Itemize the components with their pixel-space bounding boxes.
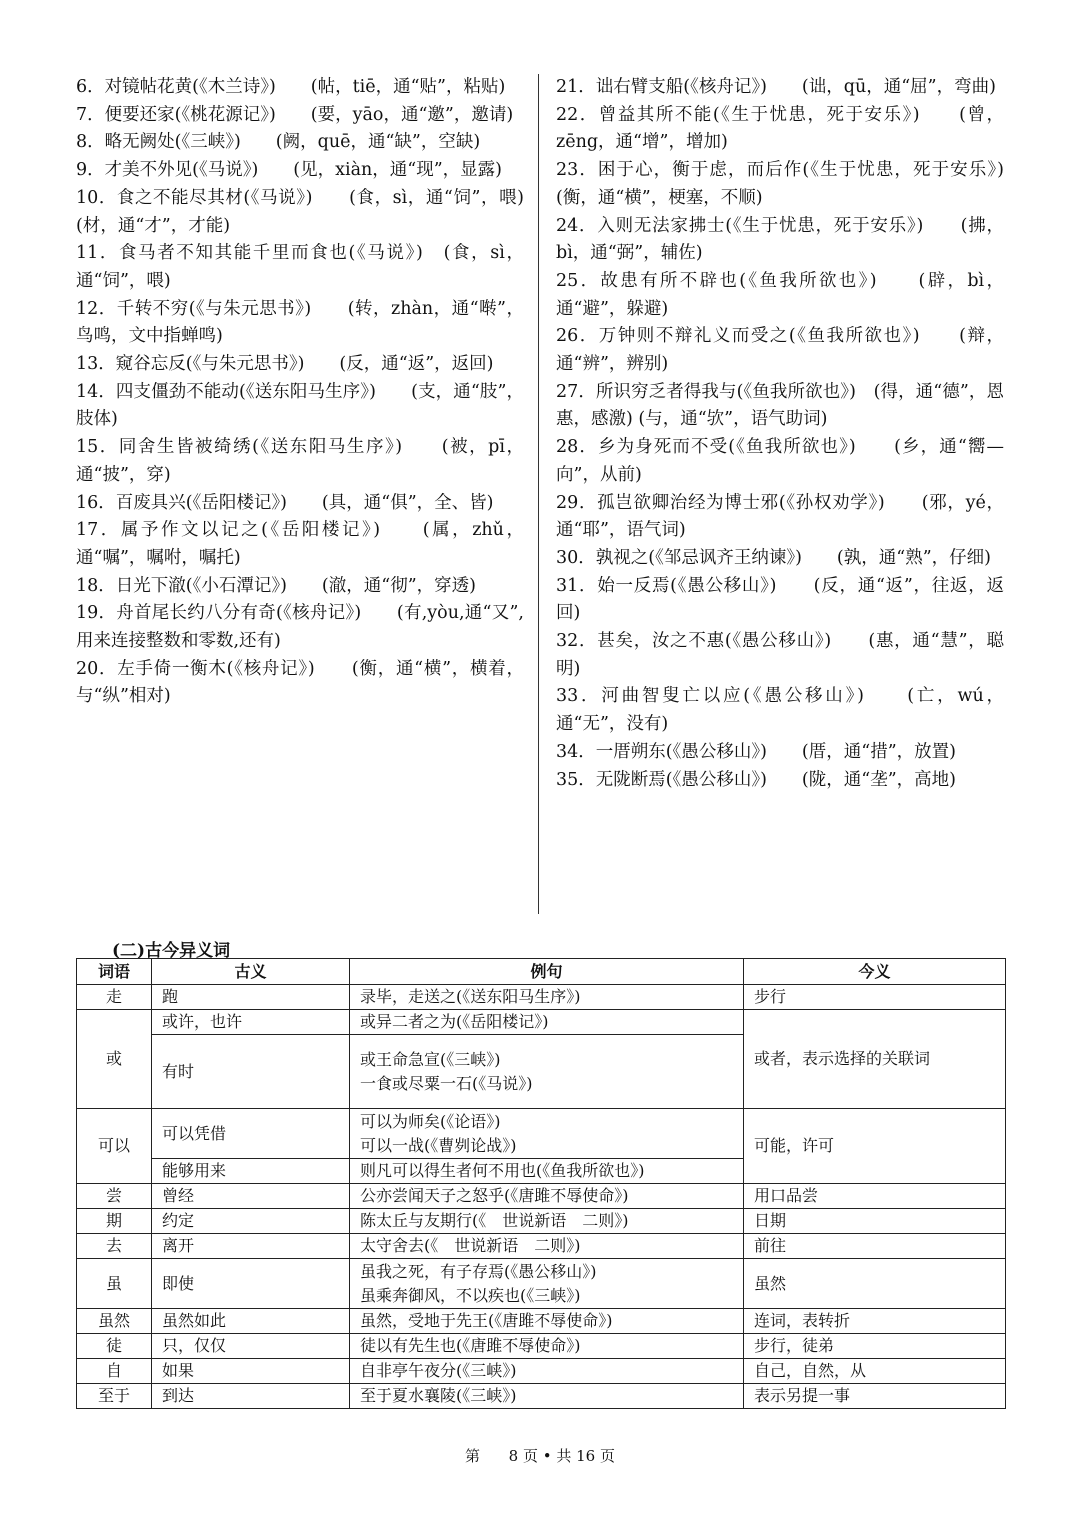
entry-21: 21．诎右臂支船(《核舟记》) (诎，qū，通“屈”，弯曲) [556, 77, 996, 97]
example-line: 录毕，走送之(《送东阳马生序》) [360, 987, 581, 1006]
ancient-meaning-cell: 只，仅仅 [152, 1334, 350, 1359]
entry-27: 27．所识穷乏者得我与(《鱼我所欲也》) (得，通“德”，恩惠，感激) (与，通“欤”，语气助词) [556, 381, 1004, 430]
table-row [77, 1309, 1006, 1334]
ancient-meaning-cell: 虽然如此 [152, 1309, 350, 1334]
entry-16: 16．百废具兴(《岳阳楼记》) (具，通“俱”，全、皆) [76, 492, 494, 513]
entry-11: 11．食马者不知其能千里而食也(《马说》) (食，sì，通“饲”，喂) [76, 243, 524, 291]
entry-26: 26．万钟则不辩礼义而受之(《鱼我所欲也》) (辩，通“辨”，辨别) [556, 326, 1004, 375]
example-cell [350, 1109, 744, 1159]
example-line: 可以一战(《曹刿论战》) [360, 1135, 517, 1155]
footer-prefix: 第 [464, 1447, 480, 1465]
ancient-meaning-cell: 即使 [152, 1259, 350, 1309]
header-example: 例句 [350, 959, 744, 985]
ancient-meaning-cell: 曾经 [152, 1184, 350, 1209]
example-line: 一食或尽粟一石(《马说》) [360, 1073, 533, 1093]
column-divider [538, 74, 539, 914]
example-cell [350, 1334, 744, 1359]
example-line: 自非亭午夜分(《三峡》) [360, 1361, 517, 1380]
modern-meaning-cell: 步行，徒弟 [744, 1334, 1006, 1359]
entry-32: 32．甚矣，汝之不惠(《愚公移山》) (惠，通“慧”，聪明) [556, 631, 1004, 679]
ancient-meaning-cell: 有时 [152, 1035, 350, 1109]
entry-33: 33．河曲智叟亡以应(《愚公移山》) (亡，wú，通“无”，没有) [556, 686, 1004, 735]
modern-meaning-cell: 连词，表转折 [744, 1309, 1006, 1334]
example-line: 或王命急宣(《三峡》) [360, 1049, 501, 1069]
word-cell: 尝 [77, 1184, 152, 1209]
word-cell: 徒 [77, 1334, 152, 1359]
table-row [77, 1259, 1006, 1309]
table-row [77, 1234, 1006, 1259]
example-cell [350, 1309, 744, 1334]
entry-31: 31．始一反焉(《愚公移山》) (反，通“返”，往返，返回) [556, 575, 1004, 624]
table-row [77, 1359, 1006, 1384]
entry-13: 13．窥谷忘反(《与朱元思书》) (反，通“返”，返回) [76, 354, 494, 375]
word-cell: 虽然 [77, 1309, 152, 1334]
example-line: 虽乘奔御风，不以疾也(《三峡》) [360, 1285, 581, 1305]
word-cell: 虽 [77, 1259, 152, 1309]
table-row [77, 1010, 1006, 1035]
header-word: 词语 [77, 959, 152, 985]
example-line: 虽我之死，有子存焉(《愚公移山》) [360, 1261, 597, 1281]
right-column [556, 74, 1004, 794]
example-cell [350, 985, 744, 1010]
section-heading: (二)古今异义词 [112, 941, 231, 961]
ancient-meaning-cell: 离开 [152, 1234, 350, 1259]
ancient-meaning-cell: 到达 [152, 1384, 350, 1409]
entry-20: 20．左手倚一衡木(《核舟记》) (衡，通“横”，横着，与“纵”相对) [76, 658, 524, 707]
example-line: 至于夏水襄陵(《三峡》) [360, 1386, 517, 1405]
ancient-meaning-cell: 如果 [152, 1359, 350, 1384]
word-meaning-table [76, 958, 1005, 1409]
word-cell: 期 [77, 1209, 152, 1234]
table-row [77, 1384, 1006, 1409]
example-cell [350, 1035, 744, 1109]
header-modern-meaning: 今义 [744, 959, 1006, 985]
example-line: 公亦尝闻天子之怒乎(《唐雎不辱使命》) [360, 1186, 629, 1205]
entry-19: 19．舟首尾长约八分有奇(《核舟记》) (有,yòu,通“又”,用来连接整数和零数,还有) [76, 603, 524, 652]
word-cell: 可以 [77, 1109, 152, 1184]
example-cell [350, 1384, 744, 1409]
example-line: 徒以有先生也(《唐雎不辱使命》) [360, 1336, 581, 1355]
word-cell: 走 [77, 985, 152, 1010]
left-column [76, 74, 524, 711]
example-cell [350, 1159, 744, 1184]
table-header-row [77, 959, 1006, 985]
modern-meaning-cell: 日期 [744, 1209, 1006, 1234]
example-line: 虽然，受地于先王(《唐雎不辱使命》) [360, 1311, 613, 1330]
modern-meaning-cell: 用口品尝 [744, 1184, 1006, 1209]
word-cell: 至于 [77, 1384, 152, 1409]
word-cell: 去 [77, 1234, 152, 1259]
total-pages: 16 [576, 1447, 596, 1465]
table-row [77, 1184, 1006, 1209]
ancient-meaning-cell: 或许，也许 [152, 1010, 350, 1035]
modern-meaning-cell: 步行 [744, 985, 1006, 1010]
entry-23: 23．困于心，衡于虑，而后作(《生于忧患，死于安乐》) (衡，通“横”，梗塞，不顺) [556, 160, 1004, 208]
entry-6: 6．对镜帖花黄(《木兰诗》) (帖，tiē，通“贴”，粘贴) [76, 77, 506, 97]
entry-22: 22．曾益其所不能(《生于忧患，死于安乐》) (曾，zēng，通“增”，增加) [556, 104, 1004, 153]
entry-35: 35．无陇断焉(《愚公移山》) (陇，通“垄”，高地) [556, 769, 956, 790]
header-ancient-meaning: 古义 [152, 959, 350, 985]
example-line: 或异二者之为(《岳阳楼记》) [360, 1012, 549, 1031]
modern-meaning-cell: 虽然 [744, 1259, 1006, 1309]
example-cell [350, 1184, 744, 1209]
entry-25: 25．故患有所不辟也(《鱼我所欲也》) (辟，bì，通“避”，躲避) [556, 270, 1004, 319]
entry-28: 28．乡为身死而不受(《鱼我所欲也》) (乡，通“嚮—向”，从前) [556, 437, 1004, 485]
example-line: 太守舍去(《 世说新语 二则》) [360, 1236, 581, 1255]
entry-30: 30．孰视之(《邹忌讽齐王纳谏》) (孰，通“熟”，仔细) [556, 547, 991, 568]
table-row [77, 985, 1006, 1010]
footer-suffix: 页 [599, 1447, 615, 1465]
entry-8: 8．略无阙处(《三峡》) (阙，quē，通“缺”，空缺) [76, 132, 481, 153]
table-row [77, 1334, 1006, 1359]
ancient-meaning-cell: 约定 [152, 1209, 350, 1234]
entry-14: 14．四支僵劲不能动(《送东阳马生序》) (支，通“肢”，肢体) [76, 381, 524, 430]
modern-meaning-cell: 自己，自然，从 [744, 1359, 1006, 1384]
ancient-meaning-cell: 跑 [152, 985, 350, 1010]
entry-12: 12．千转不穷(《与朱元思书》) (转，zhàn，通“啭”，鸟鸣，文中指蝉鸣) [76, 298, 524, 347]
word-cell: 自 [77, 1359, 152, 1384]
ancient-meaning-cell: 可以凭借 [152, 1109, 350, 1159]
entry-9: 9．才美不外见(《马说》) (见，xiàn，通“现”，显露) [76, 160, 503, 181]
entry-10: 10．食之不能尽其材(《马说》) (食，sì，通“饲”，喂) (材，通“才”，才能) [76, 187, 524, 236]
modern-meaning-cell: 或者，表示选择的关联词 [744, 1010, 1006, 1109]
example-cell [350, 1209, 744, 1234]
page-footer [0, 1445, 1080, 1466]
example-line: 陈太丘与友期行(《 世说新语 二则》) [360, 1211, 629, 1230]
entry-29: 29．孤岂欲卿治经为博士邪(《孙权劝学》) (邪，yé，通“耶”，语气词) [556, 492, 1004, 541]
modern-meaning-cell: 表示另提一事 [744, 1384, 1006, 1409]
ancient-meaning-cell: 能够用来 [152, 1159, 350, 1184]
entry-15: 15．同舍生皆被绮绣(《送东阳马生序》) (被，pī，通“披”，穿) [76, 437, 524, 485]
word-cell: 或 [77, 1010, 152, 1109]
footer-middle: 页 • 共 [522, 1447, 572, 1465]
entry-24: 24．入则无法家拂士(《生于忧患，死于安乐》) (拂，bì，通“弼”，辅佐) [556, 215, 1004, 264]
entry-17: 17．属予作文以记之(《岳阳楼记》) (属，zhǔ，通“嘱”，嘱咐，嘱托) [76, 520, 524, 568]
annotation-columns [72, 74, 1012, 914]
page-number: 8 [508, 1447, 519, 1465]
entry-34: 34．一厝朔东(《愚公移山》) (厝，通“措”，放置) [556, 741, 956, 762]
table-row [77, 1209, 1006, 1234]
example-line: 则凡可以得生者何不用也(《鱼我所欲也》) [360, 1161, 645, 1180]
example-cell [350, 1234, 744, 1259]
modern-meaning-cell: 可能，许可 [744, 1109, 1006, 1184]
modern-meaning-cell: 前往 [744, 1234, 1006, 1259]
entry-7: 7．便要还家(《桃花源记》) (要，yāo，通“邀”，邀请) [76, 104, 514, 125]
table-row [77, 1109, 1006, 1159]
example-line: 可以为师矣(《论语》) [360, 1111, 501, 1131]
example-cell [350, 1359, 744, 1384]
entry-18: 18．日光下澈(《小石潭记》) (澈，通“彻”，穿透) [76, 575, 476, 596]
example-cell [350, 1259, 744, 1309]
example-cell [350, 1010, 744, 1035]
